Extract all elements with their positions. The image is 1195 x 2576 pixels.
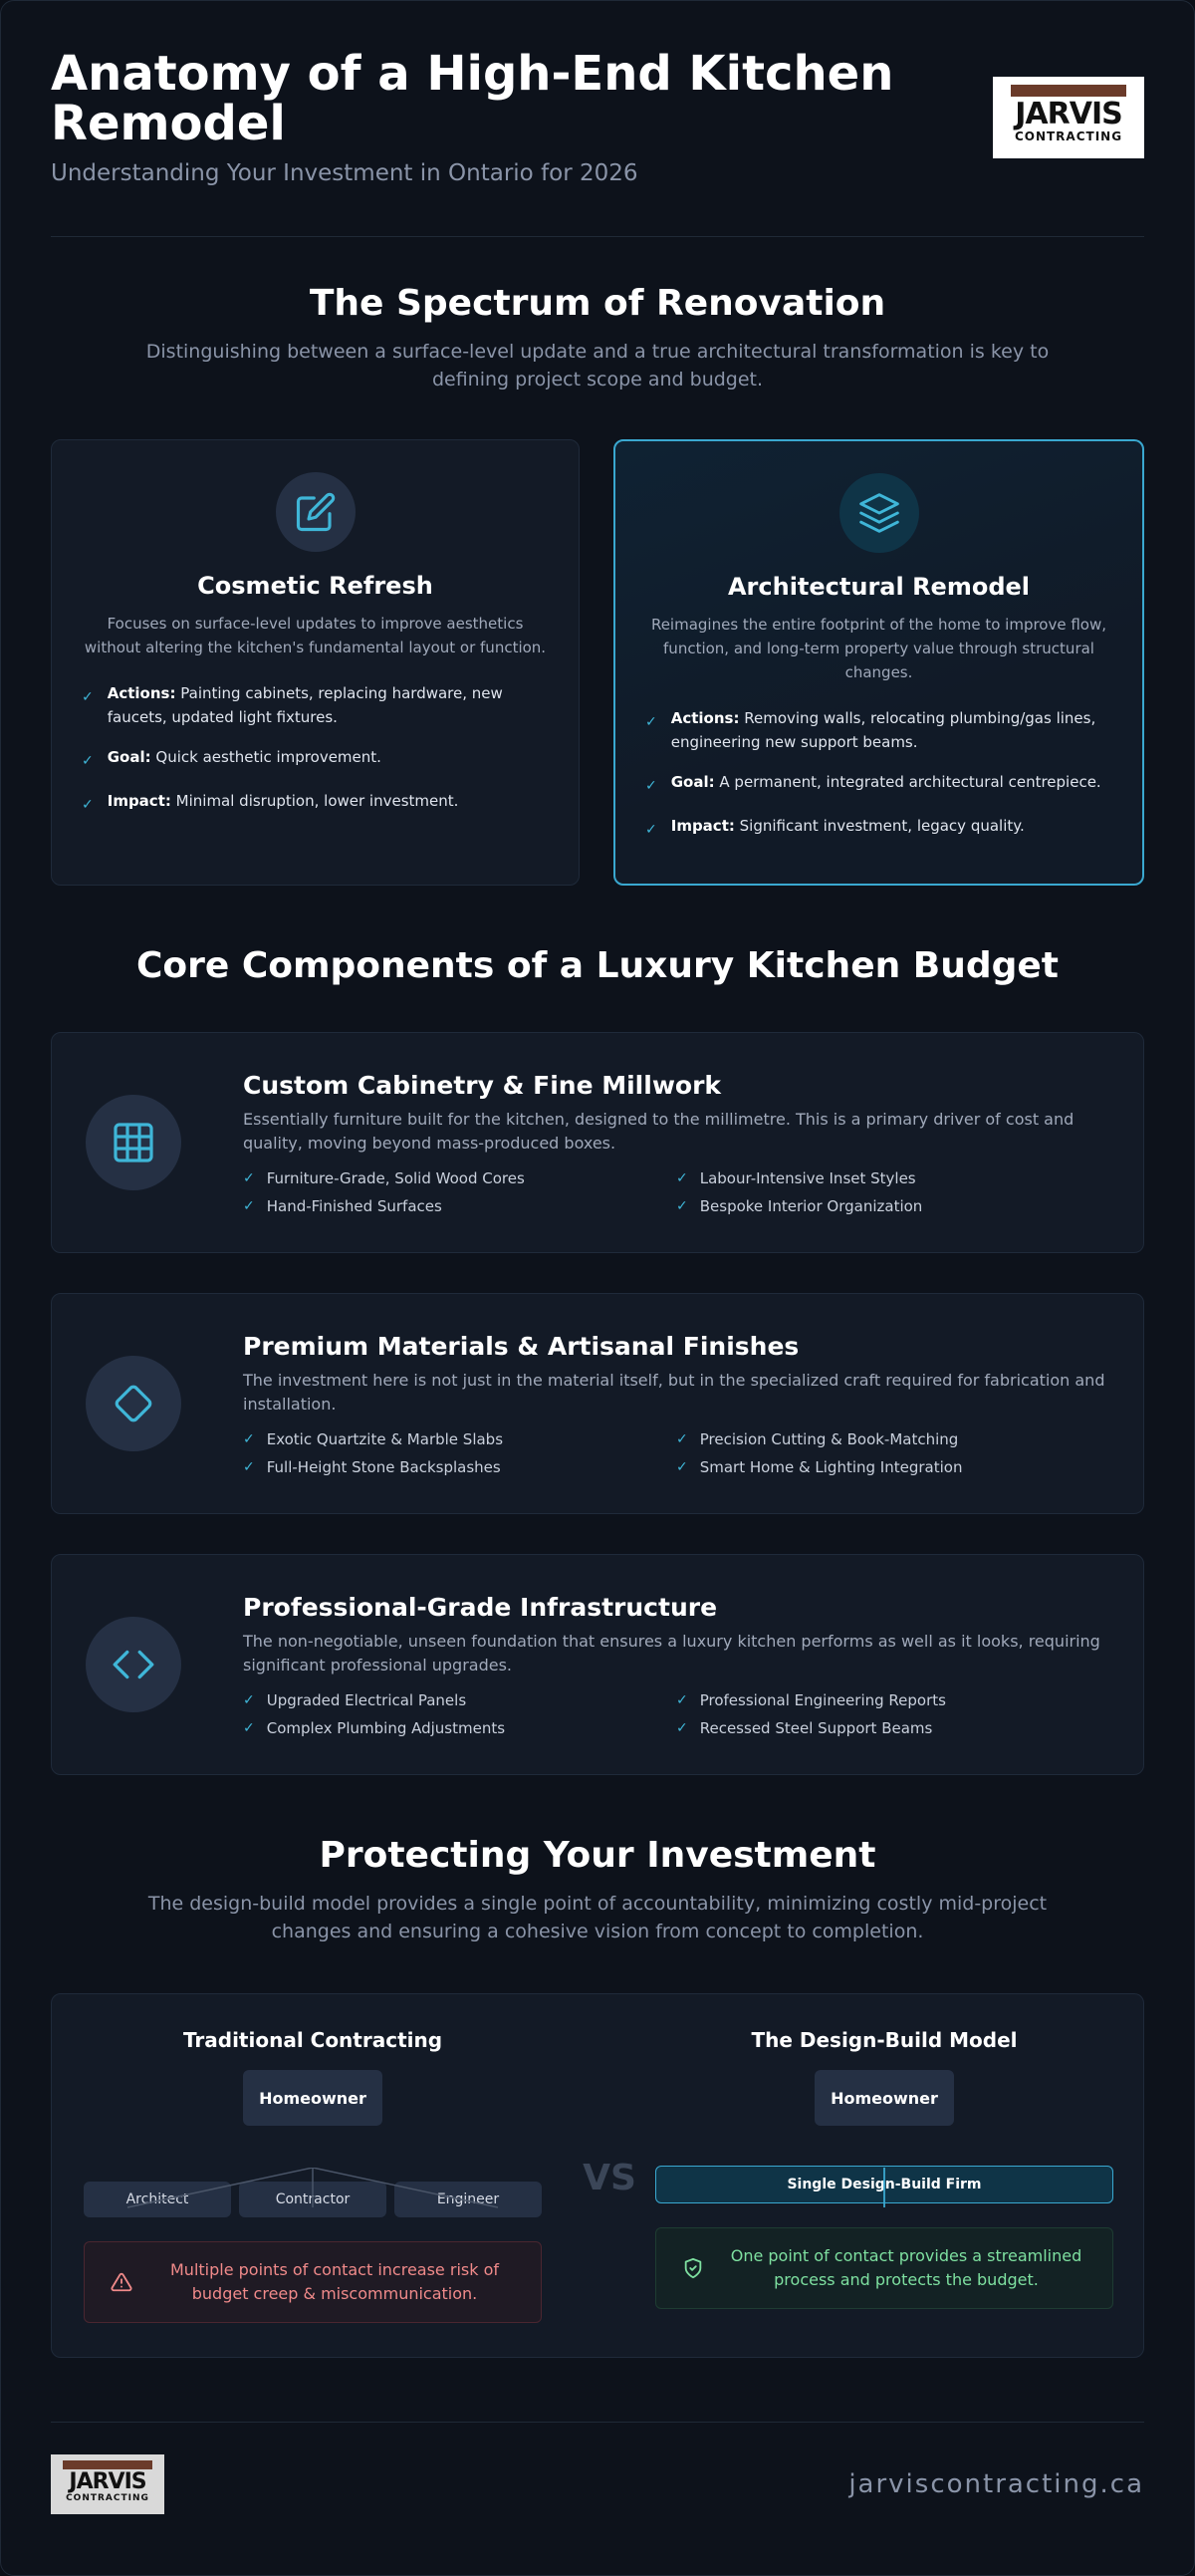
protect-title: Protecting Your Investment — [319, 1835, 876, 1876]
page-title: Anatomy of a High-End Kitchen Remodel — [51, 46, 894, 151]
homeowner-node: Homeowner — [243, 2070, 382, 2126]
feature-text: Furniture-Grade, Solid Wood Cores — [266, 1168, 525, 1187]
homeowner-node: Homeowner — [815, 2070, 954, 2126]
list-item — [243, 1197, 676, 1215]
check-icon: ✓ — [243, 1691, 255, 1708]
feature-text: Bespoke Interior Organization — [699, 1196, 923, 1215]
component-title: Custom Cabinetry & Fine Millwork — [243, 1070, 722, 1100]
materials-component — [51, 1293, 1144, 1514]
model-title: Traditional Contracting — [182, 2028, 443, 2052]
point-label: Actions: — [670, 709, 740, 727]
point-text: Removing walls, relocating plumbing/gas lines, engineering new support beams. — [670, 709, 1096, 751]
list-item — [82, 745, 549, 773]
check-icon: ✓ — [243, 1719, 255, 1736]
list-item — [676, 1691, 1109, 1709]
spectrum-title: The Spectrum of Renovation — [309, 283, 886, 324]
card-description: Focuses on surface-level updates to improve aesthetics without altering the kitchen's fundamental layout or function. — [84, 615, 547, 656]
footer — [51, 2454, 1144, 2514]
check-icon: ✓ — [676, 1691, 688, 1708]
point-label: Actions: — [107, 684, 176, 702]
jarvis-logo — [993, 77, 1144, 158]
check-icon: ✓ — [243, 1197, 255, 1214]
logo-tagline: CONTRACTING — [66, 2493, 149, 2503]
logo-wordmark: JARVIS — [69, 2469, 146, 2494]
card-description: Reimagines the entire footprint of the home to improve flow, function, and long-term property value through structural changes. — [650, 616, 1107, 681]
check-icon: ✓ — [645, 714, 657, 730]
model-title: The Design-Build Model — [751, 2028, 1018, 2052]
code-icon — [86, 1617, 181, 1712]
feature-text: Recessed Steel Support Beams — [699, 1718, 933, 1737]
point-text: Significant investment, legacy quality. — [739, 817, 1025, 835]
point-text: A permanent, integrated architectural centrepiece. — [719, 773, 1101, 791]
traditional-model — [84, 2028, 542, 2323]
list-item — [82, 681, 549, 729]
card-title: Architectural Remodel — [727, 573, 1031, 601]
feature-text: Smart Home & Lighting Integration — [699, 1457, 963, 1476]
list-item — [676, 1169, 1109, 1187]
check-icon: ✓ — [243, 1169, 255, 1186]
logo-roof-shape — [63, 2460, 152, 2469]
renovation-comparison — [51, 439, 1144, 886]
check-icon: ✓ — [676, 1719, 688, 1736]
cabinetry-component — [51, 1032, 1144, 1253]
component-features — [243, 1691, 1109, 1737]
grid-icon — [86, 1095, 181, 1190]
check-icon: ✓ — [645, 778, 657, 794]
component-description: The non-negotiable, unseen foundation that ensures a luxury kitchen performs as well as it looks, requiring significant professional upgrades. — [243, 1631, 1100, 1674]
card-title: Cosmetic Refresh — [197, 572, 433, 600]
logo-roof-shape — [1011, 85, 1126, 97]
check-icon: ✓ — [82, 797, 94, 813]
check-icon: ✓ — [676, 1169, 688, 1186]
card-points — [82, 681, 549, 817]
point-label: Goal: — [670, 773, 715, 791]
design-build-benefit — [655, 2227, 1113, 2309]
check-icon: ✓ — [243, 1430, 255, 1447]
feature-text: Precision Cutting & Book-Matching — [699, 1429, 959, 1448]
list-item — [676, 1197, 1109, 1215]
design-build-model — [655, 2028, 1113, 2309]
feature-text: Complex Plumbing Adjustments — [266, 1718, 506, 1737]
core-title: Core Components of a Luxury Kitchen Budget — [135, 945, 1059, 986]
point-label: Goal: — [107, 748, 151, 766]
check-icon: ✓ — [676, 1430, 688, 1447]
jarvis-logo-small — [51, 2454, 164, 2514]
card-points — [645, 706, 1112, 842]
component-title: Professional-Grade Infrastructure — [243, 1592, 718, 1622]
list-item — [243, 1458, 676, 1476]
list-item — [676, 1719, 1109, 1737]
check-icon: ✓ — [82, 753, 94, 769]
page-subtitle: Understanding Your Investment in Ontario for 2026 — [51, 160, 638, 186]
protect-description: The design-build model provides a single point of accountability, minimizing costly mid-project changes and ensuring a cohesive vision from concept to completion. — [147, 1893, 1048, 1942]
vs-label: VS — [583, 2158, 636, 2198]
list-item — [243, 1430, 676, 1448]
list-item — [645, 814, 1112, 842]
connector-lines — [84, 2168, 542, 2223]
architect-node: Architect — [84, 2182, 231, 2217]
layers-icon — [839, 473, 919, 553]
point-text: Quick aesthetic improvement. — [155, 748, 381, 766]
shield-check-icon — [682, 2257, 704, 2279]
warning-text: Multiple points of contact increase risk of budget creep & miscommunication. — [170, 2260, 499, 2303]
spectrum-description: Distinguishing between a surface-level update and a true architectural transformation is key to defining project scope and budget. — [145, 341, 1050, 390]
check-icon: ✓ — [676, 1197, 688, 1214]
benefit-text: One point of contact provides a streamlined process and protects the budget. — [730, 2246, 1082, 2289]
component-description: Essentially furniture built for the kitchen, designed to the millimetre. This is a primary driver of cost and quality, moving beyond mass-produced boxes. — [243, 1109, 1075, 1153]
point-text: Painting cabinets, replacing hardware, new faucets, updated light fixtures. — [107, 684, 503, 726]
check-icon: ✓ — [82, 689, 94, 705]
footer-divider — [51, 2422, 1144, 2423]
edit-icon — [276, 472, 356, 552]
list-item — [243, 1719, 676, 1737]
component-description: The investment here is not just in the material itself, but in the specialized craft required for fabrication and installation. — [243, 1370, 1105, 1414]
list-item — [676, 1458, 1109, 1476]
component-title: Premium Materials & Artisanal Finishes — [243, 1331, 800, 1361]
list-item — [676, 1430, 1109, 1448]
list-item — [645, 770, 1112, 798]
check-icon: ✓ — [243, 1458, 255, 1475]
traditional-warning — [84, 2241, 542, 2323]
check-icon: ✓ — [676, 1458, 688, 1475]
warning-icon — [111, 2271, 132, 2293]
feature-text: Professional Engineering Reports — [699, 1690, 946, 1709]
logo-tagline: CONTRACTING — [1014, 129, 1123, 143]
list-item — [243, 1691, 676, 1709]
component-features — [243, 1169, 1109, 1215]
engineer-node: Engineer — [394, 2182, 542, 2217]
header-divider — [51, 236, 1144, 237]
list-item — [645, 706, 1112, 754]
contractor-node: Contractor — [239, 2182, 386, 2217]
spectrum-section — [51, 283, 1144, 886]
protect-section — [51, 1835, 1144, 2358]
logo-wordmark: JARVIS — [1015, 97, 1122, 131]
component-features — [243, 1430, 1109, 1476]
diamond-icon — [86, 1356, 181, 1451]
contracting-model-comparison — [51, 1993, 1144, 2358]
feature-text: Hand-Finished Surfaces — [266, 1196, 442, 1215]
header — [51, 1, 1144, 186]
feature-text: Full-Height Stone Backsplashes — [266, 1457, 501, 1476]
infrastructure-component — [51, 1554, 1144, 1775]
connector-line — [655, 2168, 1113, 2209]
architectural-remodel-card — [613, 439, 1144, 886]
list-item — [243, 1169, 676, 1187]
cosmetic-refresh-card — [51, 439, 580, 886]
feature-text: Upgraded Electrical Panels — [266, 1690, 467, 1709]
point-text: Minimal disruption, lower investment. — [175, 792, 459, 810]
feature-text: Exotic Quartzite & Marble Slabs — [266, 1429, 504, 1448]
design-build-firm-node: Single Design-Build Firm — [655, 2166, 1113, 2203]
website-link[interactable]: jarviscontracting.ca — [848, 2469, 1144, 2499]
point-label: Impact: — [670, 817, 735, 835]
point-label: Impact: — [107, 792, 171, 810]
list-item — [82, 789, 549, 817]
check-icon: ✓ — [645, 822, 657, 838]
feature-text: Labour-Intensive Inset Styles — [699, 1168, 916, 1187]
core-section — [51, 945, 1144, 1775]
